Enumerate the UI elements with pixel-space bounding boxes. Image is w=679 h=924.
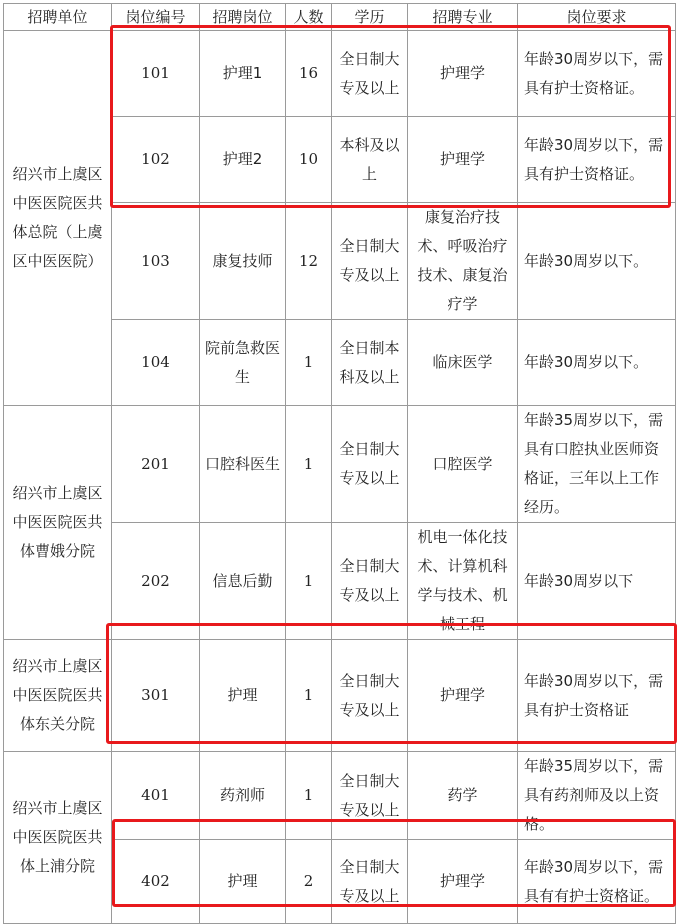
post-education: 全日制大专及以上 (332, 406, 408, 523)
post-name: 护理 (200, 640, 286, 752)
post-code: 402 (112, 840, 200, 924)
post-education: 全日制本科及以上 (332, 320, 408, 406)
post-code: 101 (112, 31, 200, 117)
post-code: 201 (112, 406, 200, 523)
post-major: 临床医学 (408, 320, 518, 406)
unit-cell: 绍兴市上虞区中医医院医共体曹娥分院 (4, 406, 112, 640)
post-major: 护理学 (408, 117, 518, 203)
post-count: 10 (286, 117, 332, 203)
post-name: 口腔科医生 (200, 406, 286, 523)
post-major: 护理学 (408, 840, 518, 924)
post-code: 301 (112, 640, 200, 752)
table-row (4, 406, 676, 523)
unit-cell: 绍兴市上虞区中医医院医共体东关分院 (4, 640, 112, 752)
post-name: 药剂师 (200, 752, 286, 840)
recruitment-table (3, 3, 676, 924)
post-code: 202 (112, 523, 200, 640)
post-requirement: 年龄35周岁以下，需具有口腔执业医师资格证，三年以上工作经历。 (518, 406, 676, 523)
table-row (4, 31, 676, 117)
post-requirement: 年龄35周岁以下，需具有药剂师及以上资格。 (518, 752, 676, 840)
post-name: 护理2 (200, 117, 286, 203)
header-count: 人数 (286, 4, 332, 31)
header-code: 岗位编号 (112, 4, 200, 31)
header-row (4, 4, 676, 31)
post-education: 全日制大专及以上 (332, 752, 408, 840)
post-code: 102 (112, 117, 200, 203)
header-major: 招聘专业 (408, 4, 518, 31)
unit-cell: 绍兴市上虞区中医医院医共体上浦分院 (4, 752, 112, 924)
post-count: 1 (286, 320, 332, 406)
post-education: 全日制大专及以上 (332, 640, 408, 752)
post-education: 全日制大专及以上 (332, 840, 408, 924)
post-education: 全日制大专及以上 (332, 31, 408, 117)
post-major: 机电一体化技术、计算机科学与技术、机械工程 (408, 523, 518, 640)
header-education: 学历 (332, 4, 408, 31)
unit-cell: 绍兴市上虞区中医医院医共体总院（上虞区中医医院） (4, 31, 112, 406)
header-unit: 招聘单位 (4, 4, 112, 31)
post-name: 信息后勤 (200, 523, 286, 640)
post-count: 12 (286, 203, 332, 320)
post-education: 本科及以上 (332, 117, 408, 203)
table-row (4, 752, 676, 840)
post-requirement: 年龄30周岁以下，需具有护士资格证。 (518, 31, 676, 117)
post-major: 康复治疗技术、呼吸治疗技术、康复治疗学 (408, 203, 518, 320)
post-requirement: 年龄30周岁以下，需具有有护士资格证。 (518, 840, 676, 924)
post-requirement: 年龄30周岁以下，需具有护士资格证。 (518, 117, 676, 203)
post-requirement: 年龄30周岁以下。 (518, 320, 676, 406)
post-major: 护理学 (408, 31, 518, 117)
post-requirement: 年龄30周岁以下 (518, 523, 676, 640)
post-name: 护理 (200, 840, 286, 924)
post-education: 全日制大专及以上 (332, 203, 408, 320)
post-count: 1 (286, 752, 332, 840)
header-requirement: 岗位要求 (518, 4, 676, 31)
post-name: 康复技师 (200, 203, 286, 320)
post-count: 1 (286, 640, 332, 752)
post-count: 2 (286, 840, 332, 924)
post-code: 103 (112, 203, 200, 320)
header-post: 招聘岗位 (200, 4, 286, 31)
post-name: 院前急救医生 (200, 320, 286, 406)
post-major: 药学 (408, 752, 518, 840)
post-count: 1 (286, 523, 332, 640)
post-name: 护理1 (200, 31, 286, 117)
post-requirement: 年龄30周岁以下，需具有护士资格证 (518, 640, 676, 752)
table-row (4, 640, 676, 752)
post-count: 1 (286, 406, 332, 523)
post-count: 16 (286, 31, 332, 117)
post-code: 104 (112, 320, 200, 406)
post-requirement: 年龄30周岁以下。 (518, 203, 676, 320)
post-education: 全日制大专及以上 (332, 523, 408, 640)
post-code: 401 (112, 752, 200, 840)
post-major: 护理学 (408, 640, 518, 752)
post-major: 口腔医学 (408, 406, 518, 523)
